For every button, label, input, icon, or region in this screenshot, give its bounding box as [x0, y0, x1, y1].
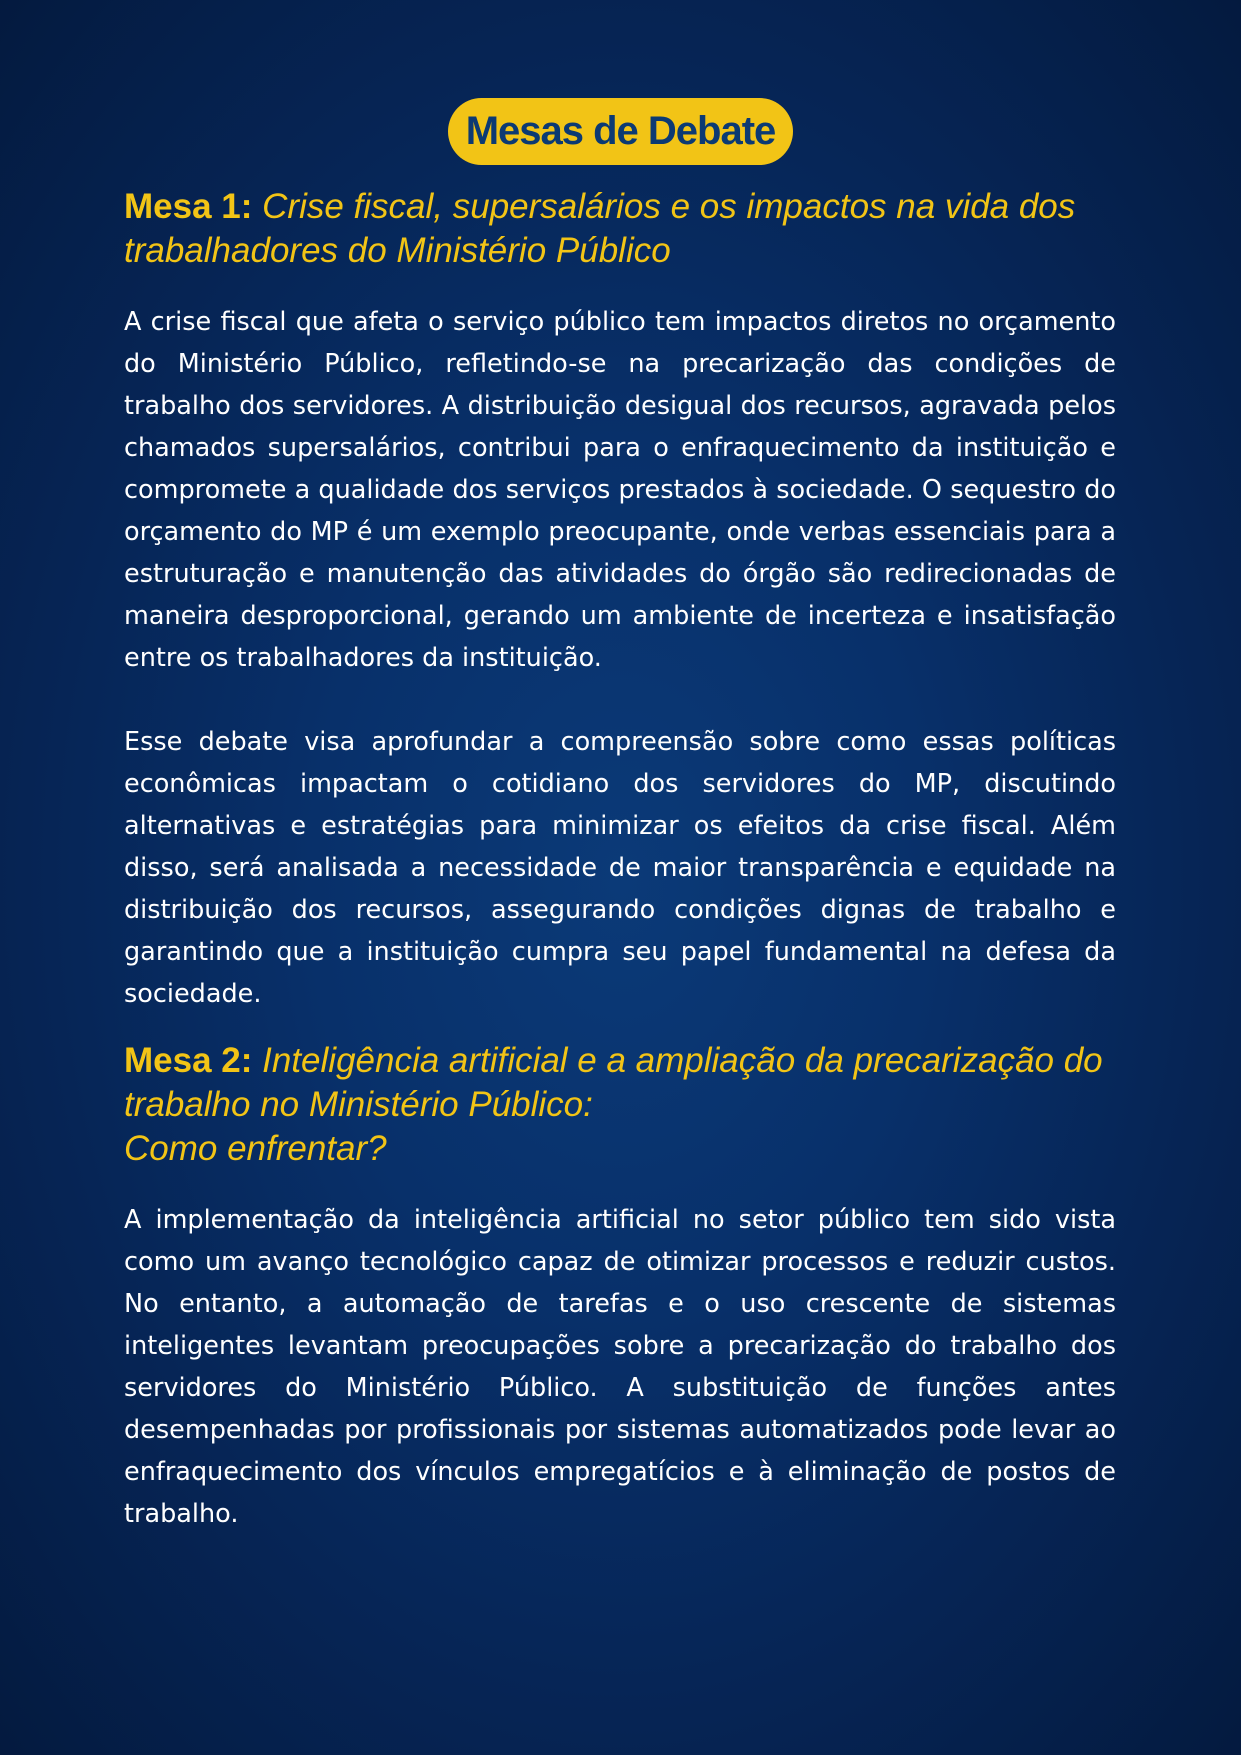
- section-badge: Mesas de Debate: [448, 98, 794, 165]
- mesa-1-paragraph-2: Esse debate visa aprofundar a compreensão sobre como essas políticas econômicas impactam o cotidiano dos servidores do MP, discutindo alternativas e estratégias para minimizar os efeitos da crise fiscal. Além disso, será analisada a necessidade de maior transparência e equidade na distribuição dos recursos, assegurando condições dignas de trabalho e garantindo que a instituição cumpra seu papel fundamental na defesa da sociedade.: [124, 727, 1116, 1009]
- mesa-1-paragraph-1: A crise fiscal que afeta o serviço público tem impactos diretos no orçamento do Ministério Público, refletindo-se na precarização das condições de trabalho dos servidores. A distribuição desigual dos recursos, agravada pelos chamados supersalários, contribui para o enfraquecimento da instituição e compromete a qualidade dos serviços prestados à sociedade. O sequestro do orçamento do MP é um exemplo preocupante, onde verbas essenciais para a estruturação e manutenção das atividades do órgão são redirecionadas de maneira desproporcional, gerando um ambiente de incerteza e insatisfação entre os trabalhadores da instituição.: [124, 307, 1116, 673]
- mesa-2-paragraph-1: A implementação da inteligência artificial no setor público tem sido vista como um avanço tecnológico capaz de otimizar processos e reduzir custos. No entanto, a automação de tarefas e o uso crescente de sistemas inteligentes levantam preocupações sobre a precarização do trabalho dos servidores do Ministério Público. A substituição de funções antes desempenhadas por profissionais por sistemas automatizados pode levar ao enfraquecimento dos vínculos empregatícios e à eliminação de postos de trabalho.: [124, 1205, 1116, 1529]
- badge-container: [0, 98, 1241, 165]
- mesa-2-label: Mesa 2:: [124, 1041, 253, 1080]
- mesa-2-heading: [124, 1039, 1116, 1171]
- mesa-1-label: Mesa 1:: [124, 187, 253, 226]
- main-content: [124, 185, 1116, 1535]
- mesa-1-title: Crise fiscal, supersalários e os impactos na vida dos trabalhadores do Ministério Público: [124, 187, 1076, 270]
- mesa-2-title: Inteligência artificial e a ampliação da precarização do trabalho no Ministério Público: Como enfrentar?: [124, 1041, 1103, 1168]
- mesa-1-heading: [124, 185, 1116, 273]
